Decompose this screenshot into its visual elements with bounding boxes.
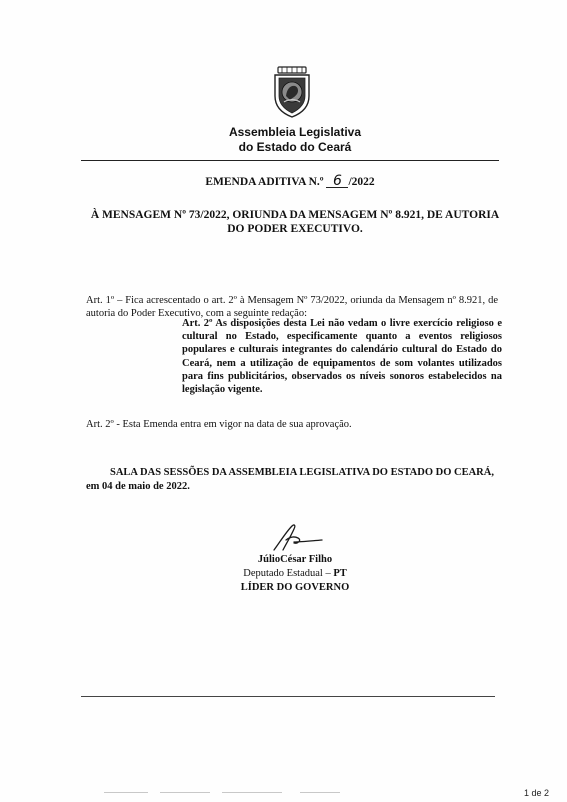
signatory-role-prefix: Deputado Estadual – (243, 568, 334, 579)
quoted-article-text: Art. 2º As disposições desta Lei não vedam o livre exercício religioso e cultural no Estado, especificamente quanto a eventos religiosos populares e culturais integrantes do calendário cultural do Estado do Ceará, nem a utilização de equipamentos de som volantes utilizados para fins publicitários, observados os níveis sonoros estabelecidos na legislação vigente. (182, 318, 502, 396)
title-prefix: EMENDA ADITIVA N.º (205, 176, 324, 188)
scan-line (300, 792, 340, 793)
institution-state: do Estado do Ceará (238, 140, 352, 154)
document-title (190, 175, 390, 188)
amendment-number: 6 (326, 175, 348, 188)
handwritten-signature (268, 522, 328, 554)
document-subtitle: À MENSAGEM Nº 73/2022, ORIUNDA DA MENSAGEM Nº 8.921, DE AUTORIA DO PODER EXECUTIVO. (90, 209, 500, 235)
scan-line (104, 792, 148, 793)
scan-line (222, 792, 282, 793)
header-divider (81, 160, 499, 161)
signatory-name: JúlioCésar Filho (257, 554, 333, 565)
signatory-party: PT (333, 568, 347, 579)
institution-name: Assembleia Legislativa (228, 125, 362, 139)
title-suffix: /2022 (348, 176, 375, 188)
signatory-title: LÍDER DO GOVERNO (240, 582, 350, 593)
article-1: Art. 1º – Fica acrescentado o art. 2º à Mensagem Nº 73/2022, oriunda da Mensagem nº 8.921, de autoria do Poder Executivo, com a seguinte redação: (86, 295, 498, 319)
session-statement: SALA DAS SESSÕES DA ASSEMBLEIA LEGISLATIVA DO ESTADO DO CEARÁ, em 04 de maio de 2022. (86, 467, 494, 492)
scan-line (160, 792, 210, 793)
footer-divider (81, 696, 495, 697)
page-number: 1 de 2 (523, 788, 549, 798)
signatory-role (210, 568, 380, 579)
article-2: Art. 2º - Esta Emenda entra em vigor na data de sua aprovação. (86, 419, 352, 430)
coat-of-arms-icon (272, 66, 312, 118)
